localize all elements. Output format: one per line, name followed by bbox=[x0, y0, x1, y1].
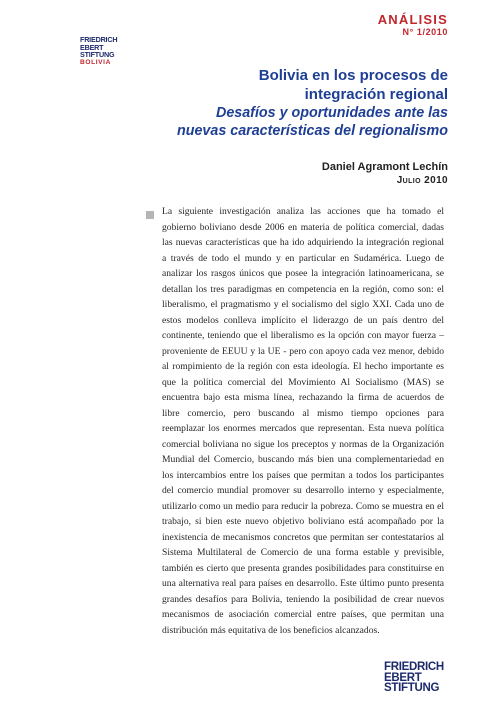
fes-logo-bottom bbox=[384, 662, 452, 694]
author-name: Daniel Agramont Lechín bbox=[321, 161, 448, 173]
logo-line-3: STIFTUNG bbox=[80, 50, 115, 60]
subtitle-line-2: nuevas características del regionalismo bbox=[177, 123, 448, 139]
title-line-2: integración regional bbox=[304, 86, 448, 103]
fes-logo-top bbox=[80, 36, 128, 66]
publication-date: Julio 2010 bbox=[396, 175, 448, 186]
logo-line-1: FRIEDRICH bbox=[80, 35, 118, 44]
logo-line-2: EBERT bbox=[80, 42, 104, 52]
series-label-block bbox=[378, 12, 448, 38]
bullet-square-icon bbox=[146, 211, 154, 219]
logo-country: BOLIVIA bbox=[80, 58, 111, 66]
footer-logo-line-3: STIFTUNG bbox=[384, 682, 440, 695]
abstract-paragraph: La siguiente investigación analiza las acciones que ha tomado el gobierno boliviano desde 2006 en materia de política comercial, dadas las nuevas características que ha ido adquiriendo la integración regional a través de todo el mundo y en particular en Sudamérica. Luego de analizar los rasgos únicos que posee la integración latinoamericana, se detallan los tres paradigmas en competencia en la región, como son: el liberalismo, el pragmatismo y el socialismo del siglo XXI. Cada uno de estos modelos conlleva implícito el liderazgo de un país dentro del continente, teniendo que el liberalismo es la opción con mayor fuerza – proveniente de EEUU y la UE - pero con apoyo cada vez menor, debido al rompimiento de la región con esta ideología. El hecho importante es que la política comercial del Movimiento Al Socialismo (MAS) se encuentra bajo esta misma línea, rechazando la firma de acuerdos de libre comercio, pero buscando al mismo tiempo opciones para reemplazar los enormes mercados que representan. Esta nueva política comercial boliviana no sigue los preceptos y normas de la Organización Mundial del Comercio, buscando más bien una complementariedad en los intercambios entre los países que permitan a todos los participantes del comercio mundial promover su desarrollo interno y especialmente, utilizarlo como un medio para reducir la pobreza. Como se muestra en el trabajo, si bien este nuevo objetivo boliviano está acompañado por la inexistencia de mecanismos concretos que permitan ser contestatarios al Sistema Multilateral de Comercio de una forma estable y previsible, también es cierto que presenta grandes posibilidades para constituirse en una alternativa real para países en desarrollo. Este último punto presenta grandes desafíos para Bolivia, teniendo la posibilidad de crear nuevos mecanismos de asociación comercial entre países, que permitan una distribución más equitativa de los beneficios alcanzados. bbox=[162, 206, 444, 636]
title-line-1: Bolivia en los procesos de bbox=[258, 67, 448, 84]
issue-number: N° 1/2010 bbox=[402, 27, 448, 37]
subtitle-line-1: Desafíos y oportunidades ante las bbox=[216, 105, 448, 121]
footer-logo-line-1: FRIEDRICH bbox=[384, 661, 444, 673]
series-label: ANÁLISIS bbox=[377, 12, 448, 27]
title-block bbox=[108, 66, 448, 140]
author-block bbox=[322, 160, 448, 188]
footer-logo-line-2: EBERT bbox=[384, 671, 422, 684]
